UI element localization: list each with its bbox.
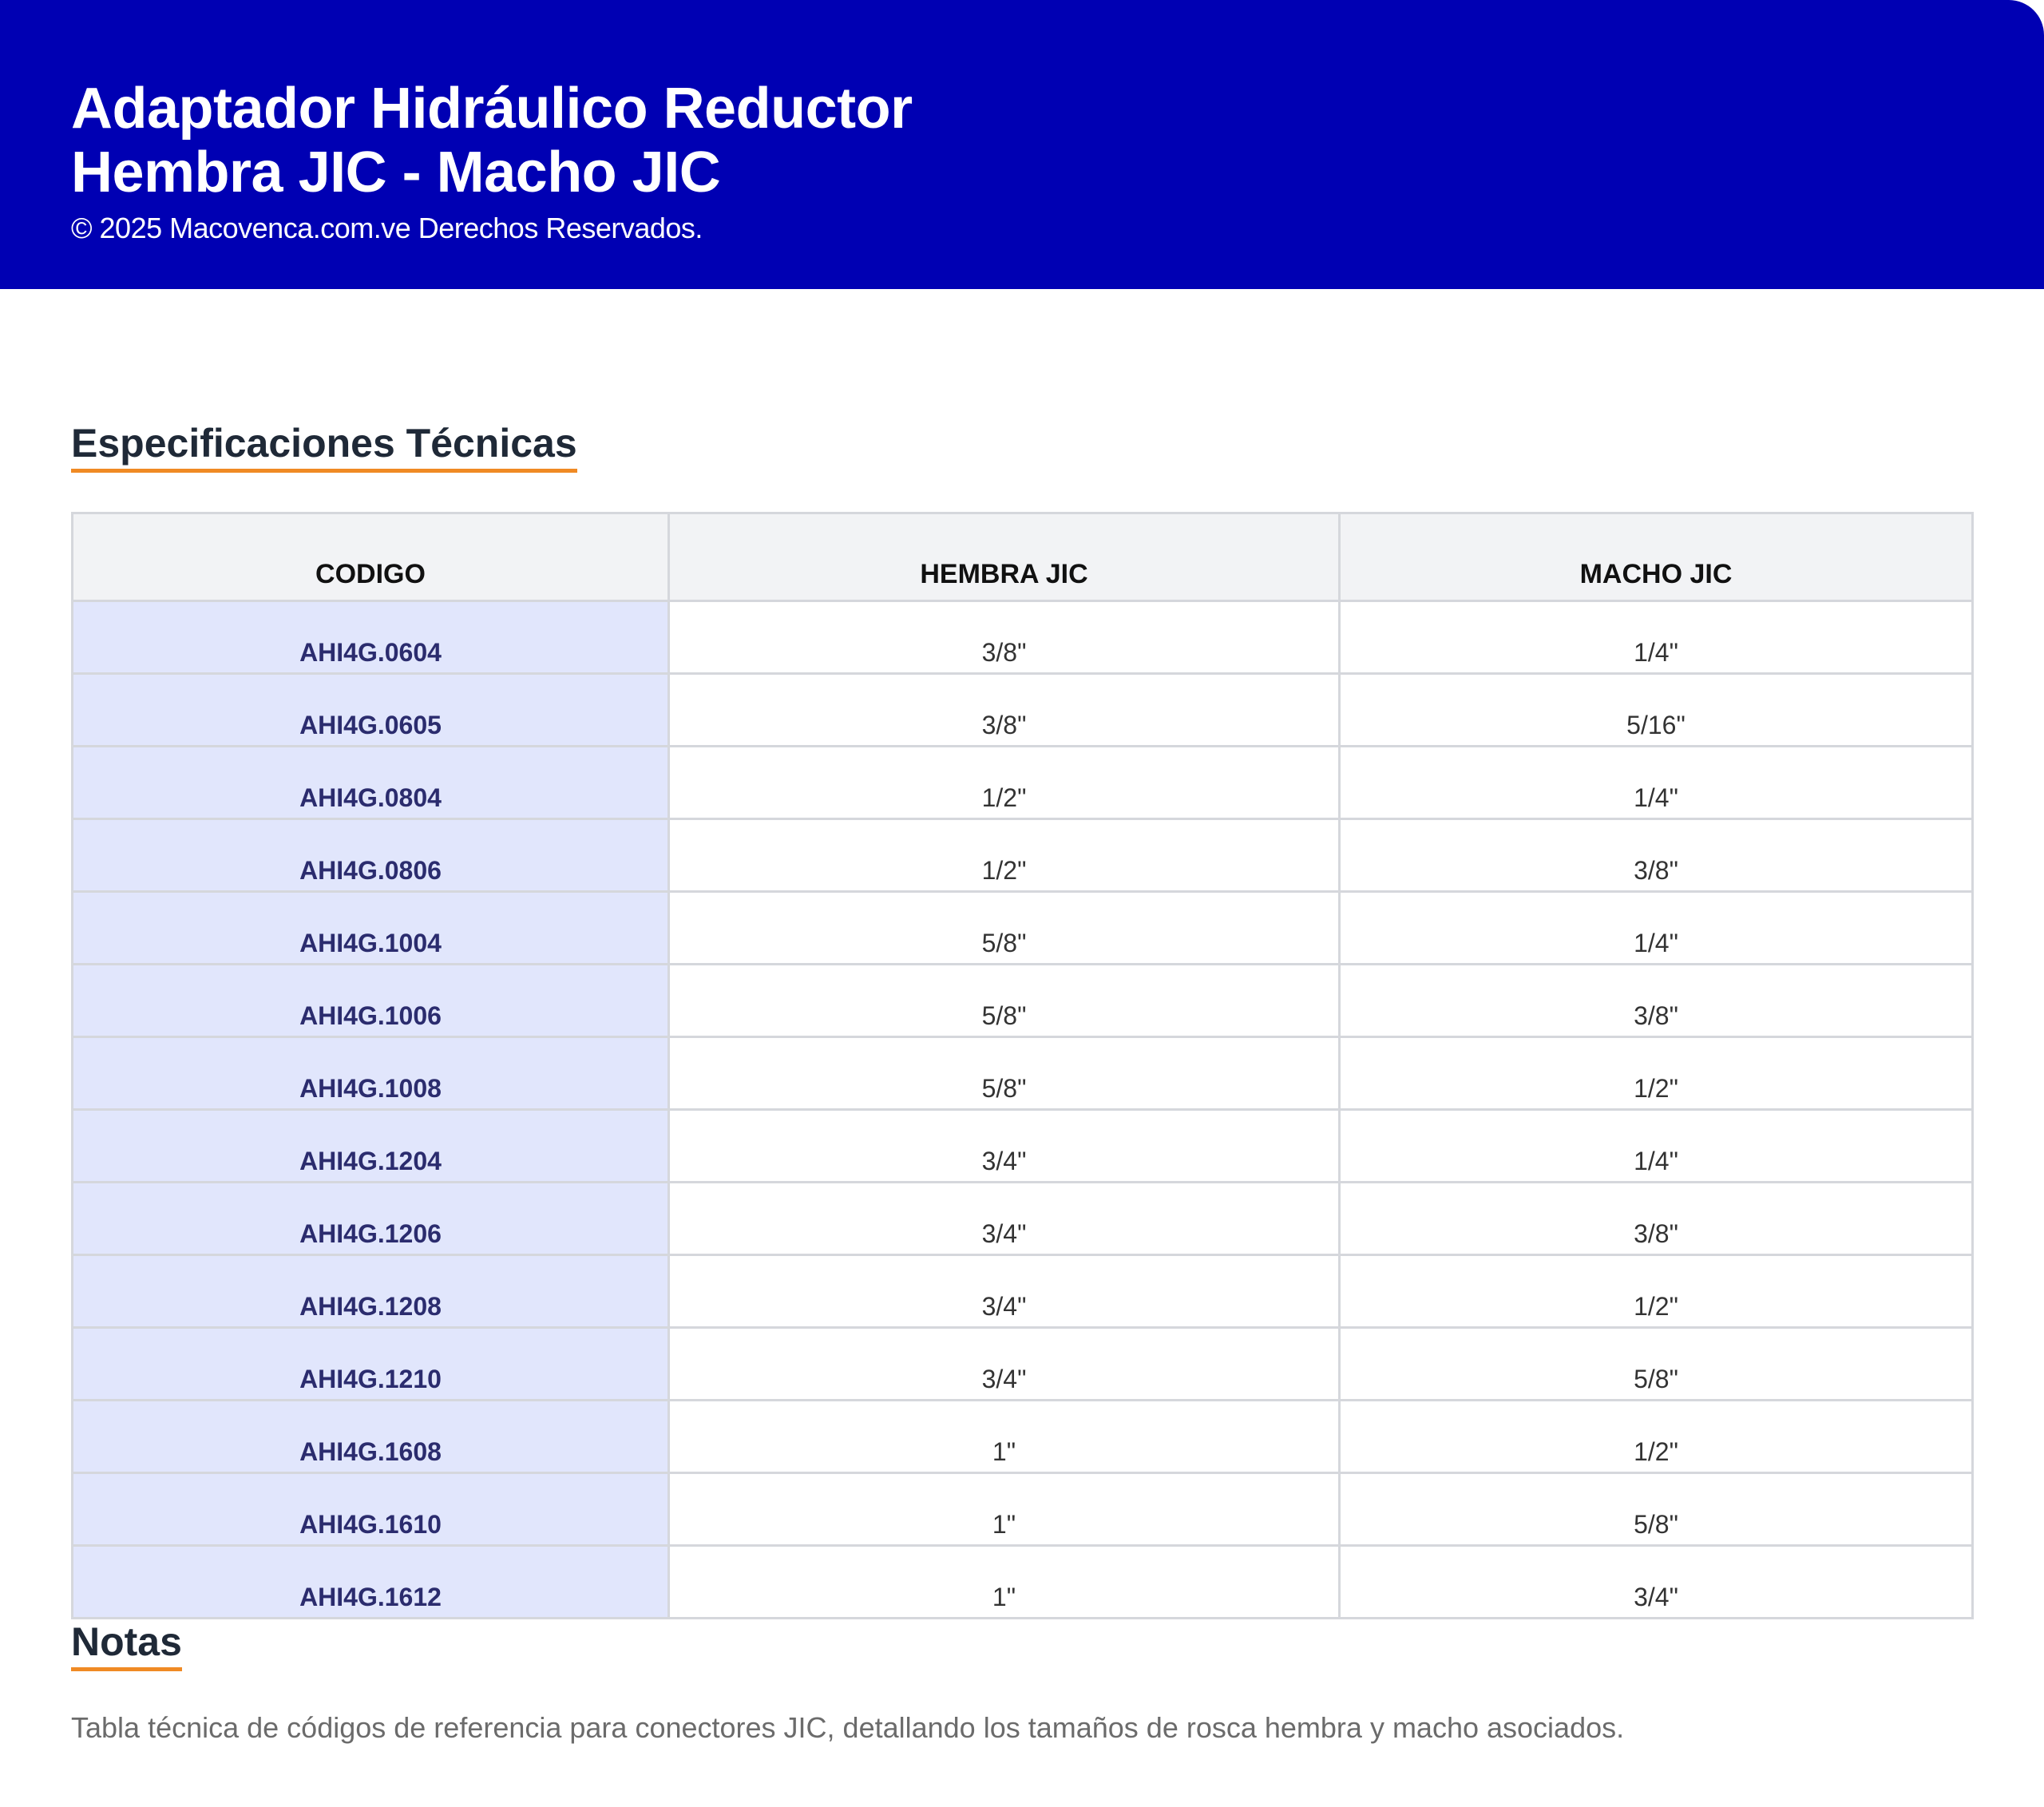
header-banner [0, 0, 2044, 289]
cell-hembra: 3/8" [669, 674, 1340, 747]
cell-codigo: AHI4G.1006 [73, 965, 669, 1037]
column-header-macho: MACHO JIC [1340, 513, 1973, 601]
cell-hembra: 3/4" [669, 1110, 1340, 1183]
cell-hembra: 5/8" [669, 965, 1340, 1037]
cell-macho: 3/8" [1340, 965, 1973, 1037]
table-row [73, 674, 1973, 747]
cell-codigo: AHI4G.0605 [73, 674, 669, 747]
cell-hembra: 3/8" [669, 601, 1340, 674]
cell-hembra: 1" [669, 1401, 1340, 1473]
document-title-line-2: Hembra JIC - Macho JIC [71, 141, 721, 204]
specs-section-title: Especificaciones Técnicas [71, 419, 577, 473]
cell-macho: 1/2" [1340, 1401, 1973, 1473]
cell-codigo: AHI4G.1008 [73, 1037, 669, 1110]
table-row [73, 1401, 1973, 1473]
cell-macho: 1/4" [1340, 747, 1973, 819]
cell-macho: 1/4" [1340, 1110, 1973, 1183]
cell-codigo: AHI4G.1206 [73, 1183, 669, 1255]
table-row [73, 1255, 1973, 1328]
column-header-hembra: HEMBRA JIC [669, 513, 1340, 601]
document-title [71, 77, 913, 204]
cell-macho: 5/16" [1340, 674, 1973, 747]
document-title-line-1: Adaptador Hidráulico Reductor [71, 77, 913, 141]
cell-codigo: AHI4G.0806 [73, 819, 669, 892]
table-row [73, 1546, 1973, 1619]
cell-codigo: AHI4G.1204 [73, 1110, 669, 1183]
table-header-row [73, 513, 1973, 601]
notes-text: Tabla técnica de códigos de referencia para conectores JIC, detallando los tamaños de rosca hembra y macho asociados. [71, 1711, 1625, 1744]
cell-hembra: 1/2" [669, 747, 1340, 819]
cell-macho: 3/4" [1340, 1546, 1973, 1619]
table-row [73, 965, 1973, 1037]
table-row [73, 819, 1973, 892]
cell-hembra: 3/4" [669, 1183, 1340, 1255]
table-row [73, 1183, 1973, 1255]
cell-hembra: 3/4" [669, 1255, 1340, 1328]
cell-hembra: 1" [669, 1546, 1340, 1619]
cell-macho: 3/8" [1340, 1183, 1973, 1255]
table-row [73, 1110, 1973, 1183]
cell-codigo: AHI4G.1612 [73, 1546, 669, 1619]
cell-macho: 5/8" [1340, 1328, 1973, 1401]
cell-codigo: AHI4G.1610 [73, 1473, 669, 1546]
table-row [73, 1473, 1973, 1546]
cell-macho: 3/8" [1340, 819, 1973, 892]
cell-codigo: AHI4G.0604 [73, 601, 669, 674]
cell-macho: 5/8" [1340, 1473, 1973, 1546]
table-row [73, 1328, 1973, 1401]
specs-table [71, 512, 1974, 1619]
table-row [73, 601, 1973, 674]
cell-codigo: AHI4G.1208 [73, 1255, 669, 1328]
copyright-notice: © 2025 Macovenca.com.ve Derechos Reservados. [71, 212, 703, 244]
cell-hembra: 3/4" [669, 1328, 1340, 1401]
cell-macho: 1/4" [1340, 601, 1973, 674]
cell-hembra: 1/2" [669, 819, 1340, 892]
table-body [73, 601, 1973, 1619]
cell-codigo: AHI4G.0804 [73, 747, 669, 819]
cell-macho: 1/2" [1340, 1037, 1973, 1110]
cell-macho: 1/4" [1340, 892, 1973, 965]
cell-codigo: AHI4G.1210 [73, 1328, 669, 1401]
notes-section-title: Notas [71, 1618, 182, 1671]
table-row [73, 747, 1973, 819]
column-header-codigo: CODIGO [73, 513, 669, 601]
cell-hembra: 1" [669, 1473, 1340, 1546]
cell-macho: 1/2" [1340, 1255, 1973, 1328]
cell-codigo: AHI4G.1608 [73, 1401, 669, 1473]
table-row [73, 892, 1973, 965]
table-row [73, 1037, 1973, 1110]
cell-hembra: 5/8" [669, 892, 1340, 965]
cell-hembra: 5/8" [669, 1037, 1340, 1110]
cell-codigo: AHI4G.1004 [73, 892, 669, 965]
